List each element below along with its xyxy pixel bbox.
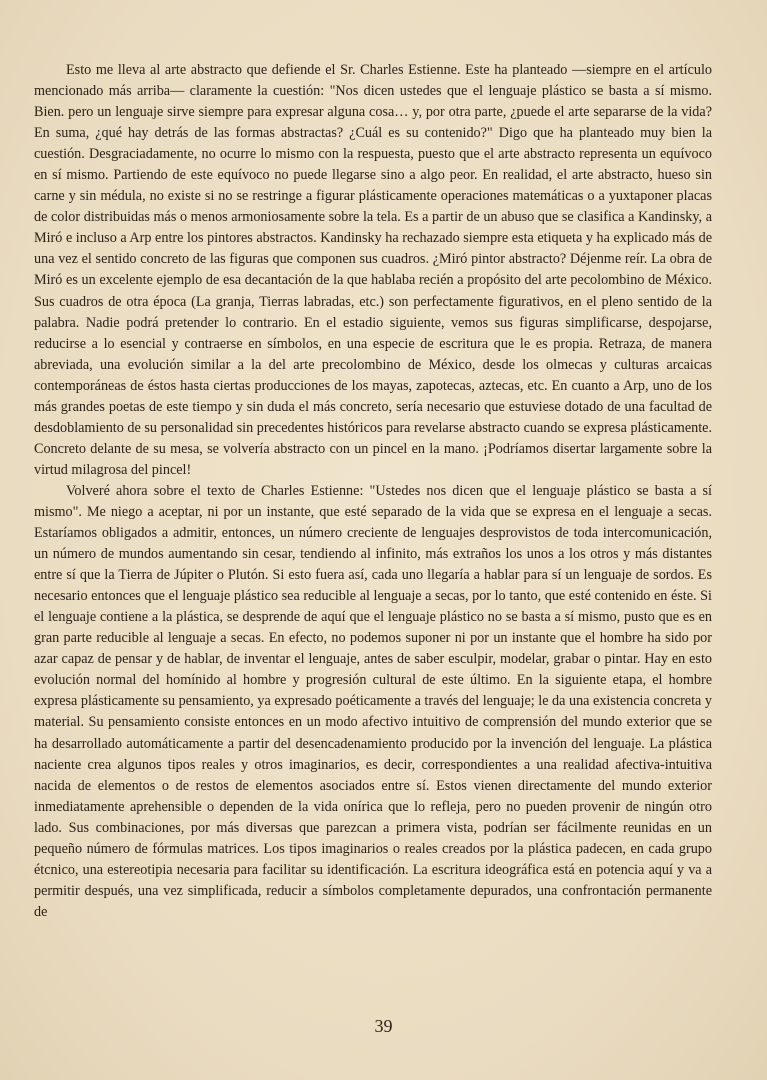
page-number: 39: [374, 1016, 393, 1036]
paragraph-1: Esto me lleva al arte abstracto que defiende el Sr. Charles Estienne. Este ha planteado —siempre en el artículo mencionado más arriba— claramente la cuestión: "Nos dicen ustedes que el lenguaje plástico se basta a sí mismo. Bien. pero un lenguaje sirve siempre para expresar alguna cosa… y, por otra parte, ¿puede el arte separarse de la vida? En suma, ¿qué hay detrás de las formas abstractas? ¿Cuál es su contenido?" Digo que ha planteado muy bien la cuestión. Desgraciadamente, no ocurre lo mismo con la respuesta, puesto que el arte abstracto representa un equívoco en sí mismo. Partiendo de este equívoco no puede llegarse sino a algo peor. En realidad, el arte abstracto, hueso sin carne y sin médula, no existe si no se restringe a figurar plásticamente operaciones matemáticas o a yuxtaponer placas de color distribuidas más o menos armoniosamente sobre la tela. Es a partir de un abuso que se clasifica a Kandinsky, a Miró e incluso a Arp entre los pintores abstractos. Kandinsky ha rechazado siempre esta etiqueta y ha explicado más de una vez el sentido concreto de las figuras que componen sus cuadros. ¿Miró pintor abstracto? Déjenme reír. La obra de Miró es un excelente ejemplo de esa decantación de la que hablaba recién a propósito del arte pecolombino de México. Sus cuadros de otra época (La granja, Tierras labradas, etc.) son perfectamente figurativos, en el pleno sentido de la palabra. Nadie podrá pretender lo contrario. En el estadio siguiente, vemos sus figuras simplificarse, despojarse, reducirse a lo esencial y contraerse en símbolos, en una especie de escritura que le es propia. Retraza, de manera abreviada, una evolución similar a la del arte precolombino de México, desde los olmecas y culturas arcaicas contemporáneas de éstos hasta ciertas producciones de los mayas, zapotecas, aztecas, etc. En cuanto a Arp, uno de los más grandes poetas de este tiempo y sin duda el más concreto, sería necesario que estuviese dotado de una facultad de desdoblamiento de su personalidad sin precedentes históricos para revelarse abstracto cuando se expresa plásticamente. Concreto delante de su mesa, se volvería abstracto con un pincel en la mano. ¡Podríamos disertar largamente sobre la virtud milagrosa del pincel!: [34, 62, 712, 478]
paragraph-2: Volveré ahora sobre el texto de Charles Estienne: "Ustedes nos dicen que el lenguaje plástico se basta a sí mismo". Me niego a aceptar, ni por un instante, que esté separado de la vida que se expresa en el lenguaje a secas. Estaríamos obligados a admitir, entonces, un número creciente de lenguajes desprovistos de toda intercomunicación, un número de mundos aumentando sin cesar, tendiendo al infinito, más extraños los unos a los otros y más distantes entre sí que la Tierra de Júpiter o Plutón. Si esto fuera así, cada uno llegaría a hablar para sí un lenguaje de sordos. Es necesario entonces que el lenguaje plástico sea reducible al lenguaje a secas, por lo tanto, que esté contenido en éste. Si el lenguaje contiene a la plástica, se desprende de aquí que el lenguaje plástico no se basta a sí mismo, pusto que es en gran parte reducible al lenguaje a secas. En efecto, no podemos suponer ni por un instante que el hombre ha sido por azar capaz de pensar y de hablar, de inventar el lenguaje, antes de saber esculpir, modelar, grabar o pintar. Hay en esto evolución normal del homínido al hombre y progresión cultural de este último. En la siguiente etapa, el hombre expresa plásticamente su pensamiento, ya expresado poéticamente a través del lenguaje; le da una existencia concreta y material. Su pensamiento consiste entonces en un modo afectivo intuitivo de comprensión del mundo exterior que se ha desarrollado automáticamente a partir del desencadenamiento producido por la invención del lenguaje. La plástica naciente crea algunos tipos reales y otros imaginarios, es decir, correspondientes a una realidad afectiva-intuitiva nacida de elementos o de restos de elementos asociados entre sí. Estos vienen directamente del mundo exterior inmediatamente aprehensible o dependen de la vida onírica que lo refleja, pero no pueden provenir de ningún otro lado. Sus combinaciones, por más diversas que parezcan a primera vista, podrían ser fácilmente reunidas en un pequeño número de fórmulas matrices. Los tipos imaginarios o reales creados por la plástica padecen, en cada grupo étcnico, una estereotipia necesaria para facilitar su identificación. La escritura ideográfica está en potencia aquí y va a permitir después, una vez simplificada, reducir a símbolos completamente depurados, una confrontación permanente de: [34, 482, 712, 920]
body-text: [34, 60, 712, 923]
